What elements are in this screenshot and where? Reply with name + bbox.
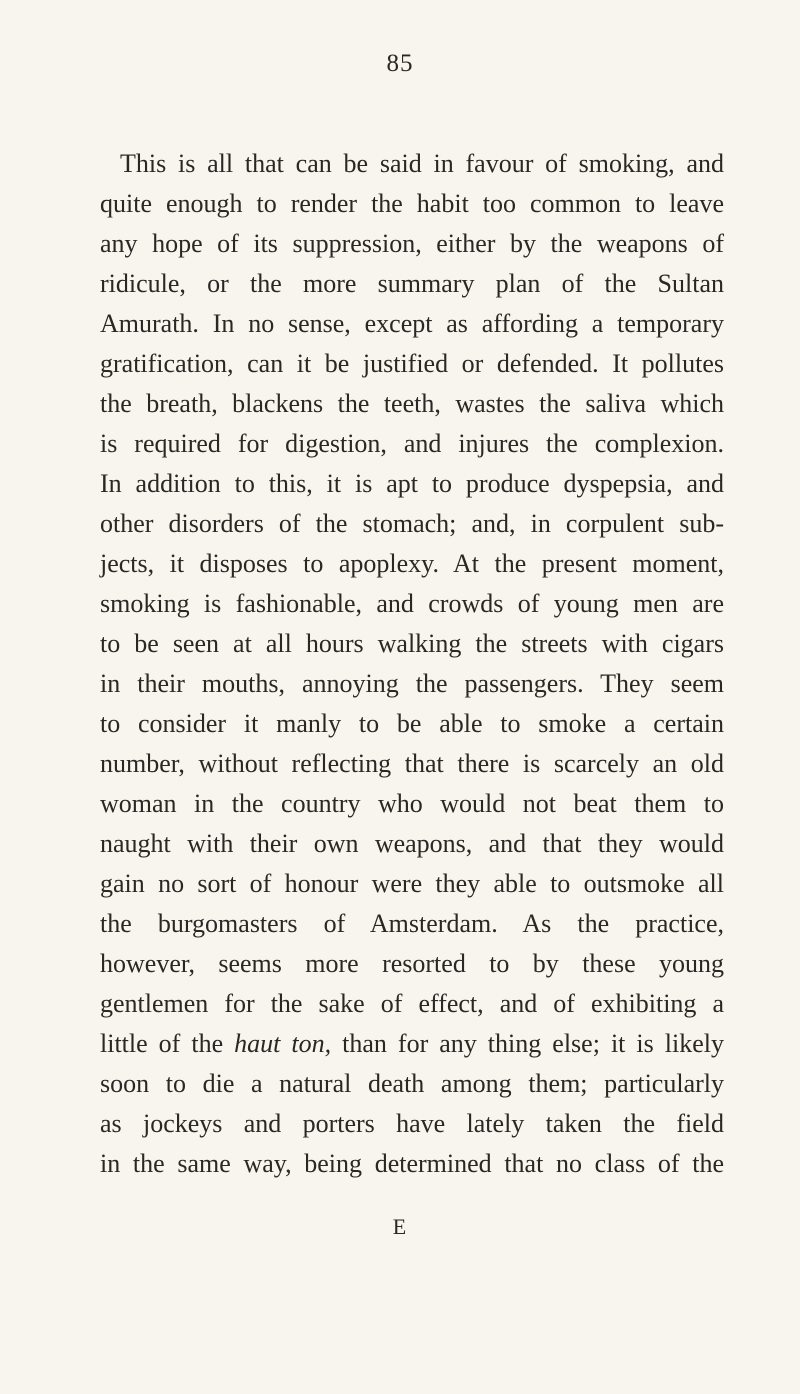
text-line: gain no sort of honour were they able to outsmoke all [100, 869, 724, 898]
text-line: any hope of its suppression, either by the weapons of [100, 229, 724, 258]
text-line: however, seems more resorted to by these young [100, 949, 724, 978]
text-line: jects, it disposes to apoplexy. At the present moment, [100, 549, 724, 578]
signature-mark: E [392, 1214, 408, 1239]
text-line: in the same way, being determined that no class of the [100, 1149, 724, 1178]
text-line-with-italic [100, 1024, 724, 1064]
text-line: soon to die a natural death among them; particularly [100, 1069, 724, 1098]
text-line: number, without reflecting that there is scarcely an old [100, 749, 724, 778]
italic-phrase: haut ton, [234, 1029, 332, 1058]
text-line: in their mouths, annoying the passengers. They seem [100, 669, 724, 698]
text-line: gratification, can it be justified or defended. It pollutes [100, 349, 724, 378]
page-number: 85 [386, 50, 414, 77]
text-line: as jockeys and porters have lately taken the field [100, 1109, 724, 1138]
text-line: This is all that can be said in favour of smoking, and [120, 149, 724, 178]
text-line: naught with their own weapons, and that they would [100, 829, 724, 858]
text-line: to consider it manly to be able to smoke a certain [100, 709, 724, 738]
text-line: woman in the country who would not beat them to [100, 789, 724, 818]
text-line: is required for digestion, and injures the complexion. [100, 429, 724, 458]
text-fragment: than for any thing else; it is likely [331, 1029, 724, 1058]
text-fragment: little of the [100, 1029, 235, 1058]
text-line: other disorders of the stomach; and, in corpulent sub- [100, 509, 724, 538]
text-line: Amurath. In no sense, except as affording a temporary [100, 309, 724, 338]
text-line: In addition to this, it is apt to produce dyspepsia, and [100, 469, 724, 498]
body-text [100, 144, 724, 1184]
text-line: the breath, blackens the teeth, wastes the saliva which [100, 389, 724, 418]
text-line: gentlemen for the sake of effect, and of exhibiting a [100, 989, 724, 1018]
text-line: to be seen at all hours walking the streets with cigars [100, 629, 724, 658]
text-line: the burgomasters of Amsterdam. As the practice, [100, 909, 724, 938]
text-line: ridicule, or the more summary plan of the Sultan [100, 269, 724, 298]
text-line: smoking is fashionable, and crowds of young men are [100, 589, 724, 618]
text-line: quite enough to render the habit too common to leave [100, 189, 724, 218]
